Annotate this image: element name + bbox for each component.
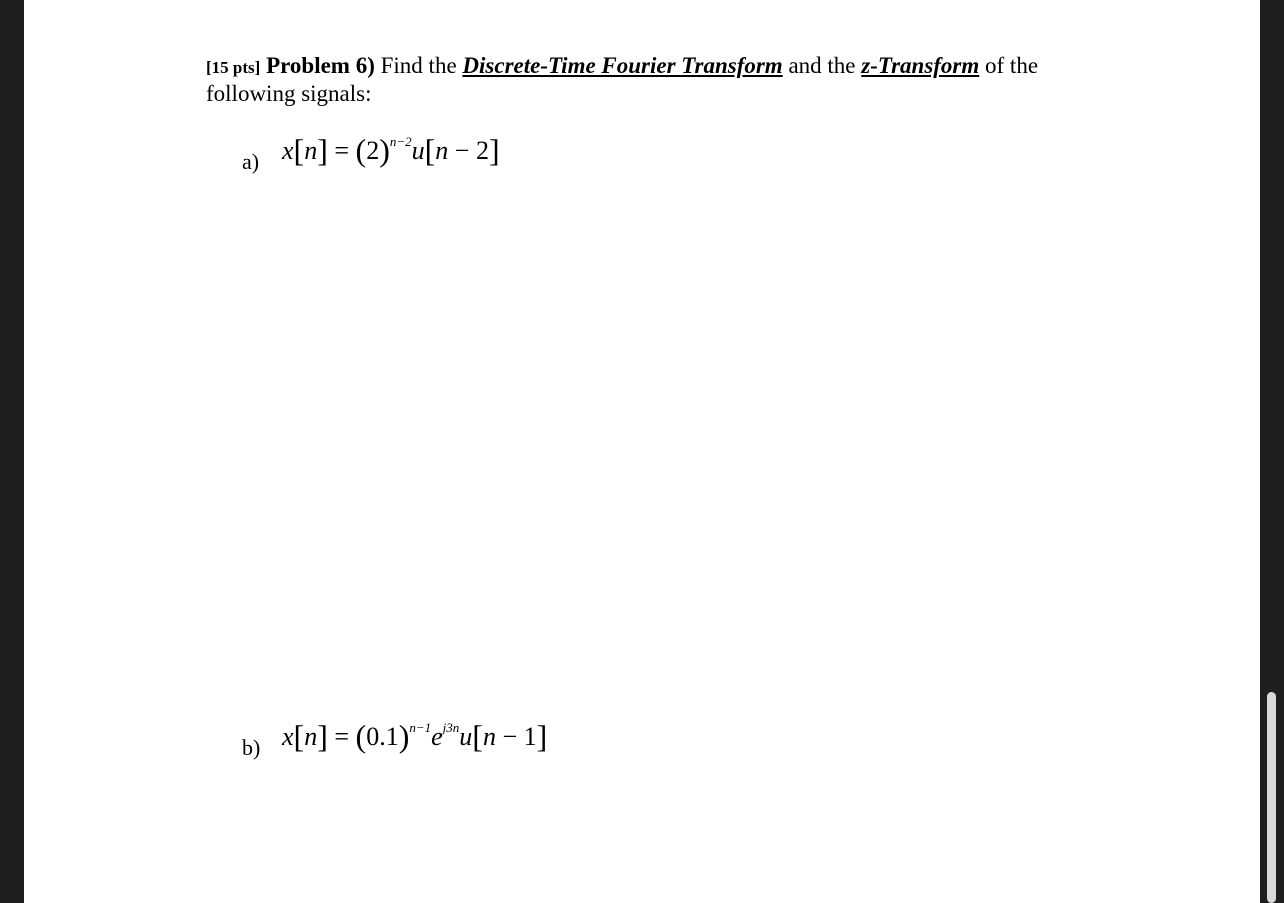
part-a-label: a) bbox=[242, 149, 260, 174]
part-a-equation: $x[n] = (2)^{n-2}u[n - 2]$ bbox=[282, 132, 500, 168]
problem-header bbox=[206, 52, 1146, 82]
and-text: and the bbox=[788, 53, 856, 78]
problem-header-line2: following signals: bbox=[206, 81, 372, 106]
z-transform-term: z-Transform bbox=[861, 53, 980, 78]
vertical-scrollbar[interactable] bbox=[1260, 0, 1284, 903]
document-page bbox=[24, 0, 1260, 903]
part-b-equation: $x[n] = (0.1)^{n-1}e^{j3n}u[n - 1]$ bbox=[282, 718, 548, 754]
dtft-term: Discrete-Time Fourier Transform bbox=[462, 53, 783, 78]
part-b-label: b) bbox=[242, 735, 261, 760]
problem-title: Problem 6) bbox=[266, 53, 375, 78]
scrollbar-thumb[interactable] bbox=[1267, 692, 1276, 903]
of-text: of the bbox=[985, 53, 1039, 78]
find-text: Find the bbox=[380, 53, 457, 78]
points-label: [15 pts] bbox=[206, 58, 261, 77]
